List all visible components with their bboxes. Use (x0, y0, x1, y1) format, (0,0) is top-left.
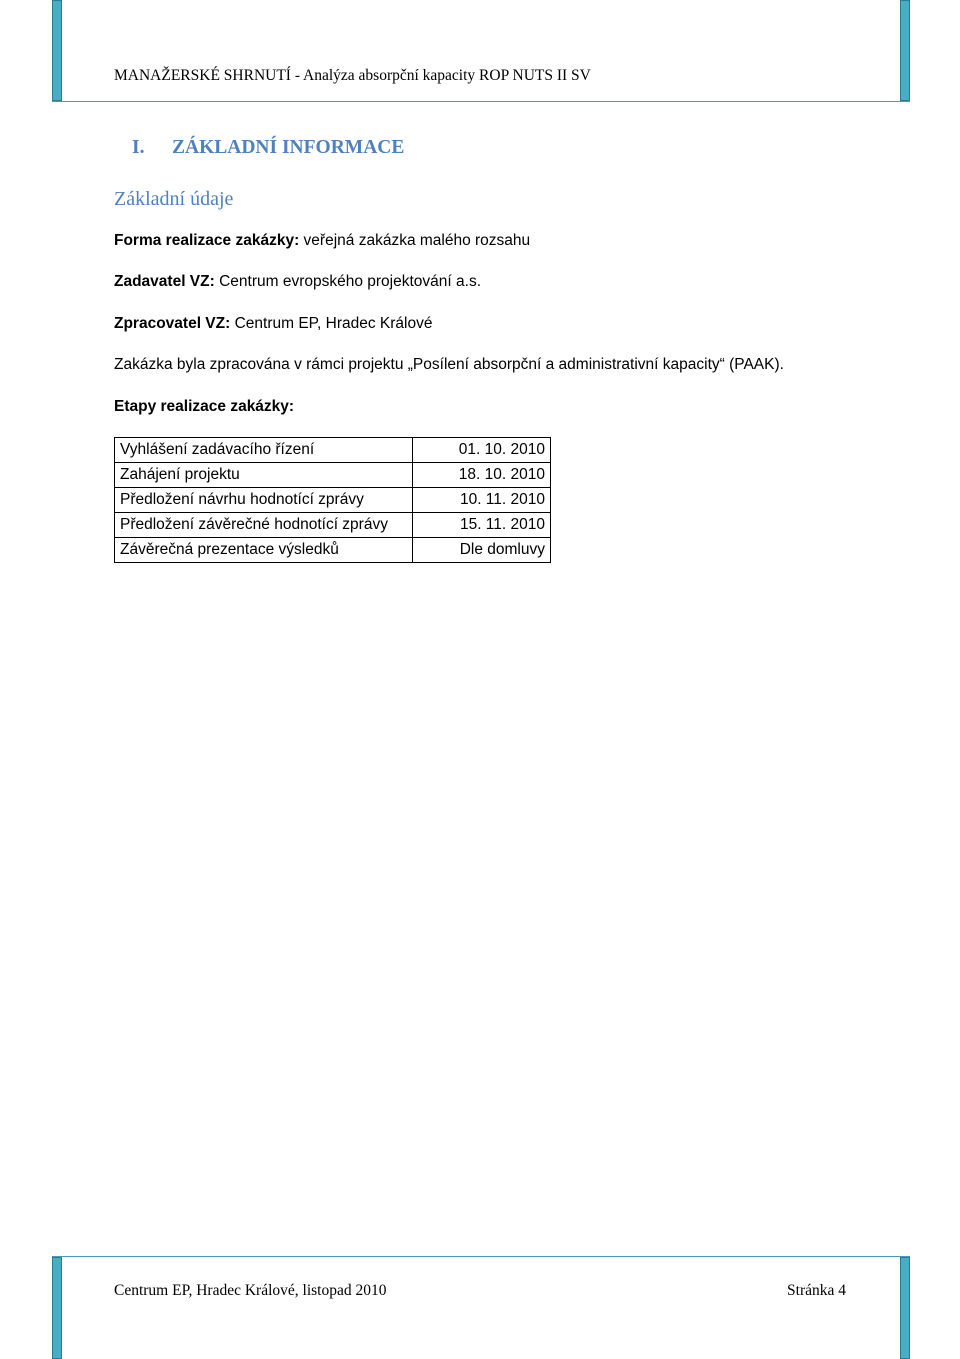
table-row (115, 488, 551, 513)
stage-label: Předložení závěrečné hodnotící zprávy (115, 513, 413, 538)
stage-date: Dle domluvy (413, 538, 551, 563)
stages-label (114, 398, 294, 416)
form-label: Forma realizace zakázky: (114, 232, 300, 249)
contracting-label: Zadavatel VZ: (114, 273, 215, 290)
stages-label-text: Etapy realizace zakázky: (114, 398, 295, 415)
processor-value: Centrum EP, Hradec Králové (230, 315, 433, 332)
header-title: MANAŽERSKÉ SHRNUTÍ - Analýza absorpční kapacity ROP NUTS II SV (114, 67, 591, 84)
header-right-bar (900, 0, 910, 101)
stage-date: 18. 10. 2010 (413, 463, 551, 488)
processor (114, 315, 432, 333)
chapter-number: I. (132, 137, 145, 158)
footer-right-bar (900, 1257, 910, 1359)
contracting-value: Centrum evropského projektování a.s. (214, 273, 481, 290)
stage-date: 01. 10. 2010 (413, 438, 551, 463)
stage-label: Zahájení projektu (115, 463, 413, 488)
form-value: veřejná zakázka malého rozsahu (299, 232, 531, 249)
header-left-bar (52, 0, 62, 101)
page-footer (52, 1256, 910, 1359)
table-row (115, 438, 551, 463)
chapter-heading (132, 137, 404, 159)
chapter-title: ZÁKLADNÍ INFORMACE (172, 137, 405, 158)
section-heading: Základní údaje (114, 188, 234, 210)
project-note: Zakázka byla zpracována v rámci projektu „Posílení absorpční a administrativní kapacity“ (PAAK). (114, 356, 784, 373)
table-row (115, 538, 551, 563)
page-header (52, 0, 910, 102)
stage-date: 15. 11. 2010 (413, 513, 551, 538)
contracting-authority (114, 273, 481, 291)
footer-organization: Centrum EP, Hradec Králové, listopad 2010 (114, 1282, 387, 1299)
form-of-contract (114, 232, 530, 250)
footer-left-bar (52, 1257, 62, 1359)
stage-label: Vyhlášení zadávacího řízení (115, 438, 413, 463)
table-row (115, 513, 551, 538)
page-number: Stránka 4 (787, 1282, 846, 1299)
stage-label: Závěrečná prezentace výsledků (115, 538, 413, 563)
stage-date: 10. 11. 2010 (413, 488, 551, 513)
stages-table (114, 437, 551, 563)
processor-label: Zpracovatel VZ: (114, 315, 231, 332)
table-row (115, 463, 551, 488)
stage-label: Předložení návrhu hodnotící zprávy (115, 488, 413, 513)
